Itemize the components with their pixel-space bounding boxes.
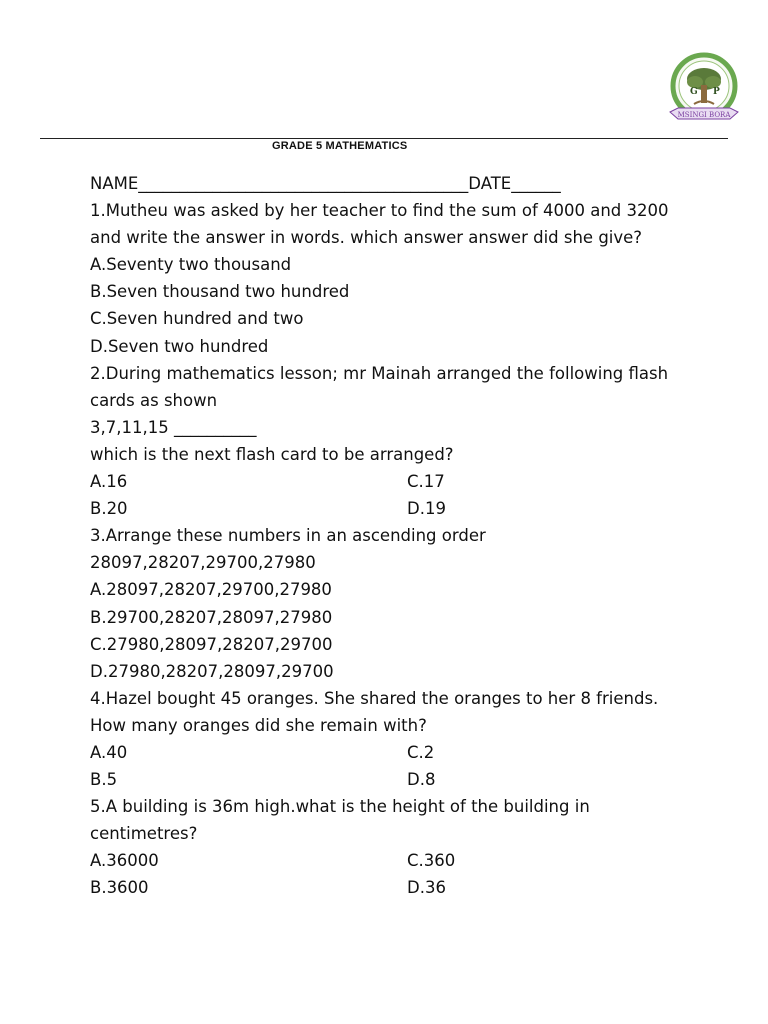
question-2-options-row-2 — [90, 495, 740, 522]
question-5-options-row-2 — [90, 874, 740, 901]
question-3-option-d: D.27980,28207,28097,29700 — [90, 661, 334, 681]
question-3-numbers: 28097,28207,29700,27980 — [90, 553, 316, 573]
question-5-options-row-1 — [90, 847, 740, 874]
question-5-text-line-2: centimetres? — [90, 824, 198, 844]
question-1-option-a: A.Seventy two thousand — [90, 255, 292, 275]
question-1-option-c: C.Seven hundred and two — [90, 309, 304, 329]
question-2-options-row-1 — [90, 468, 740, 495]
question-1-text-line-1: 1.Mutheu was asked by her teacher to find the sum of 4000 and 3200 — [90, 201, 669, 221]
question-4-options-row-2 — [90, 766, 740, 793]
question-4-option-a: A.40 — [90, 742, 128, 762]
logo-initial-p: P — [713, 87, 720, 97]
question-4-option-b: B.5 — [90, 770, 118, 790]
question-5-option-a: A.36000 — [90, 851, 159, 871]
question-1-option-b: B.Seven thousand two hundred — [90, 282, 350, 302]
logo-initial-g: G — [690, 87, 698, 97]
question-4-text-line-1: 4.Hazel bought 45 oranges. She shared the oranges to her 8 friends. — [90, 688, 659, 708]
worksheet-body — [90, 170, 740, 902]
question-4-text-line-2: How many oranges did she remain with? — [90, 715, 427, 735]
question-2-sequence: 3,7,11,15 __________ — [90, 417, 257, 437]
question-2-text-line-1: 2.During mathematics lesson; mr Mainah arranged the following flash — [90, 363, 669, 383]
question-2-option-c: C.17 — [407, 472, 445, 492]
question-5-option-c: C.360 — [407, 851, 456, 871]
name-date-line: NAME________________________________________DATE______ — [90, 174, 561, 193]
school-crest-logo — [664, 52, 744, 126]
header-divider — [40, 138, 728, 139]
question-2-text-line-2: cards as shown — [90, 390, 218, 410]
question-5-text-line-1: 5.A building is 36m high.what is the height of the building in — [90, 797, 590, 817]
question-4-option-d: D.8 — [407, 770, 436, 790]
question-2-option-a: A.16 — [90, 472, 128, 492]
question-3-option-c: C.27980,28097,28207,29700 — [90, 634, 333, 654]
question-5-option-d: D.36 — [407, 878, 446, 898]
question-1-option-d: D.Seven two hundred — [90, 336, 269, 356]
question-2-option-d: D.19 — [407, 499, 446, 519]
question-2-option-b: B.20 — [90, 499, 128, 519]
question-3-option-a: A.28097,28207,29700,27980 — [90, 580, 332, 600]
question-2-prompt: which is the next flash card to be arranged? — [90, 444, 454, 464]
document-title: GRADE 5 MATHEMATICS — [272, 140, 408, 152]
logo-motto: MSINGI BORA — [677, 111, 731, 119]
question-5-option-b: B.3600 — [90, 878, 149, 898]
question-3-option-b: B.29700,28207,28097,27980 — [90, 607, 333, 627]
question-3-text: 3.Arrange these numbers in an ascending order — [90, 526, 486, 546]
question-4-options-row-1 — [90, 739, 740, 766]
question-1-text-line-2: and write the answer in words. which answer answer did she give? — [90, 228, 643, 248]
question-4-option-c: C.2 — [407, 742, 435, 762]
